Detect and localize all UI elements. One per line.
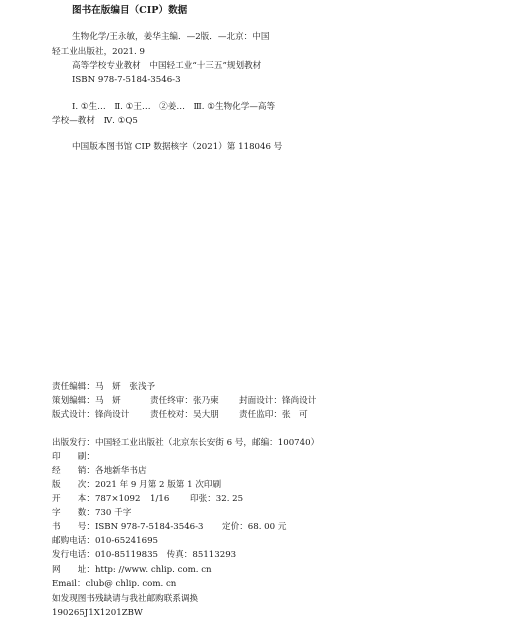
editor-credit: 封面设计：锋尚设计 <box>239 396 317 406</box>
cip-line: 轻工业出版社，2021. 9 <box>52 47 145 57</box>
email-info: Email：club@ chlip. com. cn <box>52 579 177 589</box>
wordcount-info: 字 数：730 千字 <box>52 508 132 518</box>
editor-credit: 责任监印：张 可 <box>239 410 308 420</box>
format-info: 1/16 <box>150 494 170 504</box>
cip-line: 生物化学/王永敏，姜华主编．—2版．—北京：中国 <box>72 32 270 42</box>
editor-credit: 责任终审：张乃柬 <box>150 396 219 406</box>
publisher-info: 出版发行：中国轻工业出版社（北京东长安街 6 号，邮编：100740） <box>52 438 320 448</box>
editor-credit: 版式设计：锋尚设计 <box>52 410 130 420</box>
editor-credit: 策划编辑：马 妍 <box>52 396 121 406</box>
cip-subject: Ⅰ. ①生… Ⅱ. ①王… ②姜… Ⅲ. ①生物化学—高等 <box>72 102 276 112</box>
mail-phone: 邮购电话：010-65241695 <box>52 536 159 546</box>
edition-info: 版 次：2021 年 9 月第 2 版第 1 次印刷 <box>52 480 222 490</box>
price-info: 定价：68. 00 元 <box>222 522 287 532</box>
book-code: 190265J1X1201ZBW <box>52 608 143 618</box>
isbn-info: 书 号：ISBN 978-7-5184-3546-3 <box>52 522 204 532</box>
format-info: 印张：32. 25 <box>190 494 244 504</box>
defect-notice: 如发现图书残缺请与我社邮购联系调换 <box>52 594 199 604</box>
editor-credit: 责任编辑：马 妍 张浅予 <box>52 382 156 392</box>
format-info: 开 本：787×1092 <box>52 494 141 504</box>
cip-record-number: 中国版本图书馆 CIP 数据核字（2021）第 118046 号 <box>72 142 283 152</box>
printer-info: 印 刷： <box>52 452 95 462</box>
cip-line: 高等学校专业教材 中国轻工业“十三五”规划教材 <box>72 61 262 71</box>
cip-heading: 图书在版编目（CIP）数据 <box>72 5 188 16</box>
cip-subject: 学校—教材 Ⅳ. ①Q5 <box>52 116 138 126</box>
editor-credit: 责任校对：吴大朋 <box>150 410 219 420</box>
cip-isbn: ISBN 978-7-5184-3546-3 <box>72 75 181 85</box>
sales-phone: 发行电话：010-85119835 传真：85113293 <box>52 550 237 560</box>
website-info: 网 址：http: //www. chlip. com. cn <box>52 565 212 575</box>
distributor-info: 经 销：各地新华书店 <box>52 466 147 476</box>
